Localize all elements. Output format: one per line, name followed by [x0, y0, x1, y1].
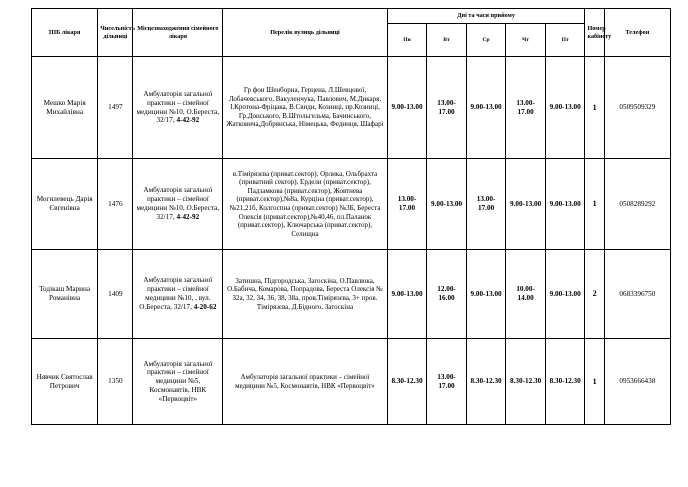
doctors-table: [31, 8, 671, 425]
time-fri: 9.00-13.00: [545, 159, 585, 250]
time-thu: 13.00-17.00: [506, 57, 546, 159]
streets-list: Затишна, Підгородська, Загоскіна, О.Павлюка, О.Бабича, Комарова, Попрадова, Береста Олексія № 32а, 32, 34, 36, 38, 38а, пров.Тімірязєва, 3+ пров. Тімірязєва, Д.Бідного, Загоскіна: [223, 250, 388, 339]
header-streets: Перелік вулиць дільниці: [223, 9, 388, 57]
table-row: [32, 57, 671, 159]
location-cell: [133, 57, 223, 159]
doctor-name: Нявчик Святослав Петрович: [32, 339, 98, 425]
time-tue: 12.00-16.00: [427, 250, 467, 339]
time-wed: 9.00-13.00: [466, 57, 506, 159]
phone-number: 0509509329: [604, 57, 670, 159]
location-phone: 4-20-62: [193, 302, 217, 311]
time-mon: 13.00-17.00: [387, 159, 427, 250]
time-thu: 9.00-13.00: [506, 159, 546, 250]
doctor-name: Тодікаш Марина Романівна: [32, 250, 98, 339]
time-wed: 9.00-13.00: [466, 250, 506, 339]
header-day-fri: Пт: [545, 24, 585, 57]
header-day-mon: Пн: [387, 24, 427, 57]
time-fri: 9.00-13.00: [545, 57, 585, 159]
population-count: 1409: [98, 250, 133, 339]
header-phone: Телефон: [604, 9, 670, 57]
header-day-tue: Вт: [427, 24, 467, 57]
time-thu: 10.00-14.00: [506, 250, 546, 339]
location-cell: [133, 339, 223, 425]
location-phone: 4-42-92: [176, 116, 200, 125]
header-row: [32, 9, 671, 24]
room-number: 1: [585, 339, 604, 425]
time-tue: 13.00-17.00: [427, 57, 467, 159]
streets-list: Амбулаторія загальної практики – сімейної медицини №5, Космонавтів, НВК «Первоцвіт»: [223, 339, 388, 425]
header-room: Номер кабінету: [585, 9, 604, 57]
time-mon: 8.30-12.30: [387, 339, 427, 425]
table-row: [32, 339, 671, 425]
time-fri: 9.00-13.00: [545, 250, 585, 339]
room-number: 2: [585, 250, 604, 339]
doctor-name: Могилевець Дарія Євгенівна: [32, 159, 98, 250]
location-cell: [133, 250, 223, 339]
table-row: [32, 250, 671, 339]
streets-list: Гр фон Шенборна, Герцена, Л.Шевцової, Лобачевського, Вакуленчука, Павлович, М.Дикаря, І.Кротона-Фріцака, В.Свиди, Козниці, пр.Козниці, Гр.Донського, В.Штольгельма, Бачинського, Жатковича,Добрянська, Німецька, Фединця, Шафарі: [223, 57, 388, 159]
table-row: [32, 159, 671, 250]
time-mon: 9.00-13.00: [387, 250, 427, 339]
location-text: Амбулаторія загальної практики – сімейної медицини №5, Космонавтів, НВК «Первоцвіт»: [143, 359, 213, 403]
time-wed: 13.00-17.00: [466, 159, 506, 250]
header-day-thu: Чт: [506, 24, 546, 57]
phone-number: 0683396750: [604, 250, 670, 339]
population-count: 1476: [98, 159, 133, 250]
streets-list: в.Тімірязєва (приват.сектор), Орлика, Ольбрахта (приватний сектор), Ердели (приват.сектор), Падзамкова (приват.сектор), Жовтнева (приват.сектор),№8а, Курціна (приват.сектор), №21,21б, Колгоспна (приват.сектор) №3Б, Береста Олексія (приват.сектор),№40,46, пл.Паланок (приват.сектор), Ключарська (приват.сектор), Селищна: [223, 159, 388, 250]
location-cell: [133, 159, 223, 250]
time-thu: 8.30-12.30: [506, 339, 546, 425]
doctor-name: Мешко Марія Михайлівна: [32, 57, 98, 159]
time-tue: 13.00-17.00: [427, 339, 467, 425]
phone-number: 0953666438: [604, 339, 670, 425]
room-number: 1: [585, 57, 604, 159]
population-count: 1497: [98, 57, 133, 159]
time-wed: 8.30-12.30: [466, 339, 506, 425]
location-text: Амбулаторія загальної практики – сімейної медицини №10, О.Береста, 32/17,: [136, 89, 220, 125]
location-text: Амбулаторія загальної практики – сімейної медицини №10, , вул. О.Береста, 32/17,: [139, 276, 213, 311]
header-day-wed: Ср: [466, 24, 506, 57]
time-mon: 9.00-13.00: [387, 57, 427, 159]
location-text: Амбулаторія загальної практики – сімейної медицини №10, О.Береста, 32/17,: [136, 186, 220, 221]
header-name: ПІБ лікаря: [32, 9, 98, 57]
time-tue: 9.00-13.00: [427, 159, 467, 250]
header-location: Місцезнаходження сімейного лікаря: [133, 9, 223, 57]
population-count: 1350: [98, 339, 133, 425]
room-number: 1: [585, 159, 604, 250]
time-fri: 8.30-12.30: [545, 339, 585, 425]
header-schedule: Дні та часи прийому: [387, 9, 585, 24]
location-phone: 4-42-92: [176, 212, 200, 221]
header-population: Чисельність дільниці: [98, 9, 133, 57]
phone-number: 0508289292: [604, 159, 670, 250]
